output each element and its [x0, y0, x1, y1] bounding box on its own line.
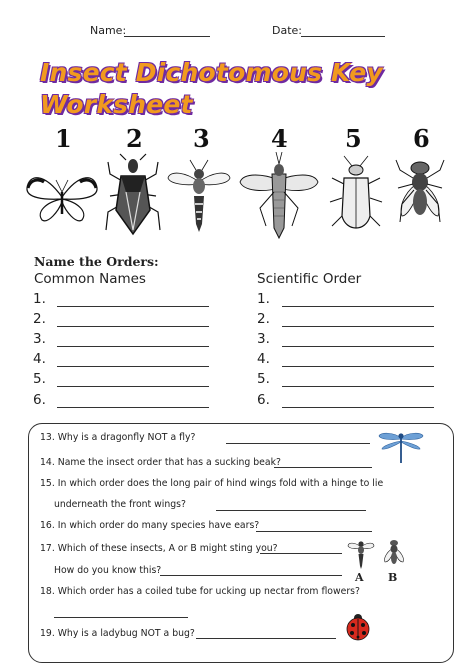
answer-15-field[interactable] [216, 510, 366, 511]
answer-19-field[interactable] [196, 638, 336, 639]
butterfly-icon [24, 152, 100, 242]
common-name-field-5[interactable] [57, 386, 209, 387]
specimen-number-6: 6 [413, 124, 430, 153]
scientific-row-number: 3. [257, 331, 270, 347]
grasshopper-icon [238, 152, 320, 242]
worksheet-title-line1: Insect Dichotomous Key [40, 58, 383, 87]
specimen-number-4: 4 [271, 124, 288, 153]
common-name-field-2[interactable] [57, 326, 209, 327]
scientific-order-field-3[interactable] [282, 346, 434, 347]
date-field[interactable] [301, 36, 385, 37]
beetle-icon [326, 152, 386, 242]
question-13: 13. Why is a dragonfly NOT a fly? [40, 432, 196, 443]
assassin-bug-icon [104, 152, 162, 242]
common-row-number: 6. [33, 392, 46, 408]
question-14: 14. Name the insect order that has a sucking beak? [40, 457, 281, 468]
question-17-followup: How do you know this? [54, 565, 162, 576]
name-field[interactable] [124, 36, 210, 37]
name-label: Name: [90, 24, 127, 37]
answer-17-field[interactable] [260, 553, 342, 554]
common-name-field-1[interactable] [57, 306, 209, 307]
choice-a-label: A [355, 571, 364, 584]
wasp-a-icon [347, 536, 375, 570]
fly-b-icon [380, 536, 408, 570]
housefly-icon [390, 152, 450, 242]
question-16: 16. In which order do many species have ears? [40, 520, 260, 531]
answer-18-field[interactable] [54, 617, 188, 618]
ladybug-icon [344, 612, 372, 642]
common-row-number: 4. [33, 351, 46, 367]
dragonfly-icon [378, 430, 424, 464]
common-row-number: 5. [33, 371, 46, 387]
specimen-number-1: 1 [55, 124, 72, 153]
scientific-row-number: 4. [257, 351, 270, 367]
common-name-field-4[interactable] [57, 366, 209, 367]
answer-16-field[interactable] [256, 531, 372, 532]
orders-heading: Name the Orders: [34, 254, 159, 269]
scientific-order-header: Scientific Order [257, 271, 362, 287]
scientific-row-number: 2. [257, 311, 270, 327]
question-17: 17. Which of these insects, A or B might sting you? [40, 543, 278, 554]
specimen-number-5: 5 [345, 124, 362, 153]
common-row-number: 1. [33, 291, 46, 307]
date-label: Date: [272, 24, 302, 37]
common-row-number: 3. [33, 331, 46, 347]
common-name-field-6[interactable] [57, 407, 209, 408]
worksheet-title-line2: Worksheet [40, 90, 193, 119]
scientific-order-field-4[interactable] [282, 366, 434, 367]
scientific-order-field-2[interactable] [282, 326, 434, 327]
answer-17-reason-field[interactable] [160, 575, 342, 576]
question-19: 19. Why is a ladybug NOT a bug? [40, 628, 195, 639]
question-15-continued: underneath the front wings? [54, 499, 186, 510]
question-18: 18. Which order has a coiled tube for ucking up nectar from flowers? [40, 586, 360, 597]
question-15: 15. In which order does the long pair of hind wings fold with a hinge to lie [40, 478, 384, 489]
scientific-order-field-6[interactable] [282, 407, 434, 408]
scientific-row-number: 5. [257, 371, 270, 387]
specimen-number-2: 2 [126, 124, 143, 153]
scientific-order-field-1[interactable] [282, 306, 434, 307]
specimen-number-3: 3 [193, 124, 210, 153]
scientific-order-field-5[interactable] [282, 386, 434, 387]
wasp-icon [166, 152, 232, 242]
scientific-row-number: 1. [257, 291, 270, 307]
answer-13-field[interactable] [226, 443, 370, 444]
common-names-header: Common Names [34, 271, 146, 287]
common-name-field-3[interactable] [57, 346, 209, 347]
common-row-number: 2. [33, 311, 46, 327]
answer-14-field[interactable] [274, 467, 372, 468]
scientific-row-number: 6. [257, 392, 270, 408]
choice-b-label: B [388, 571, 398, 584]
